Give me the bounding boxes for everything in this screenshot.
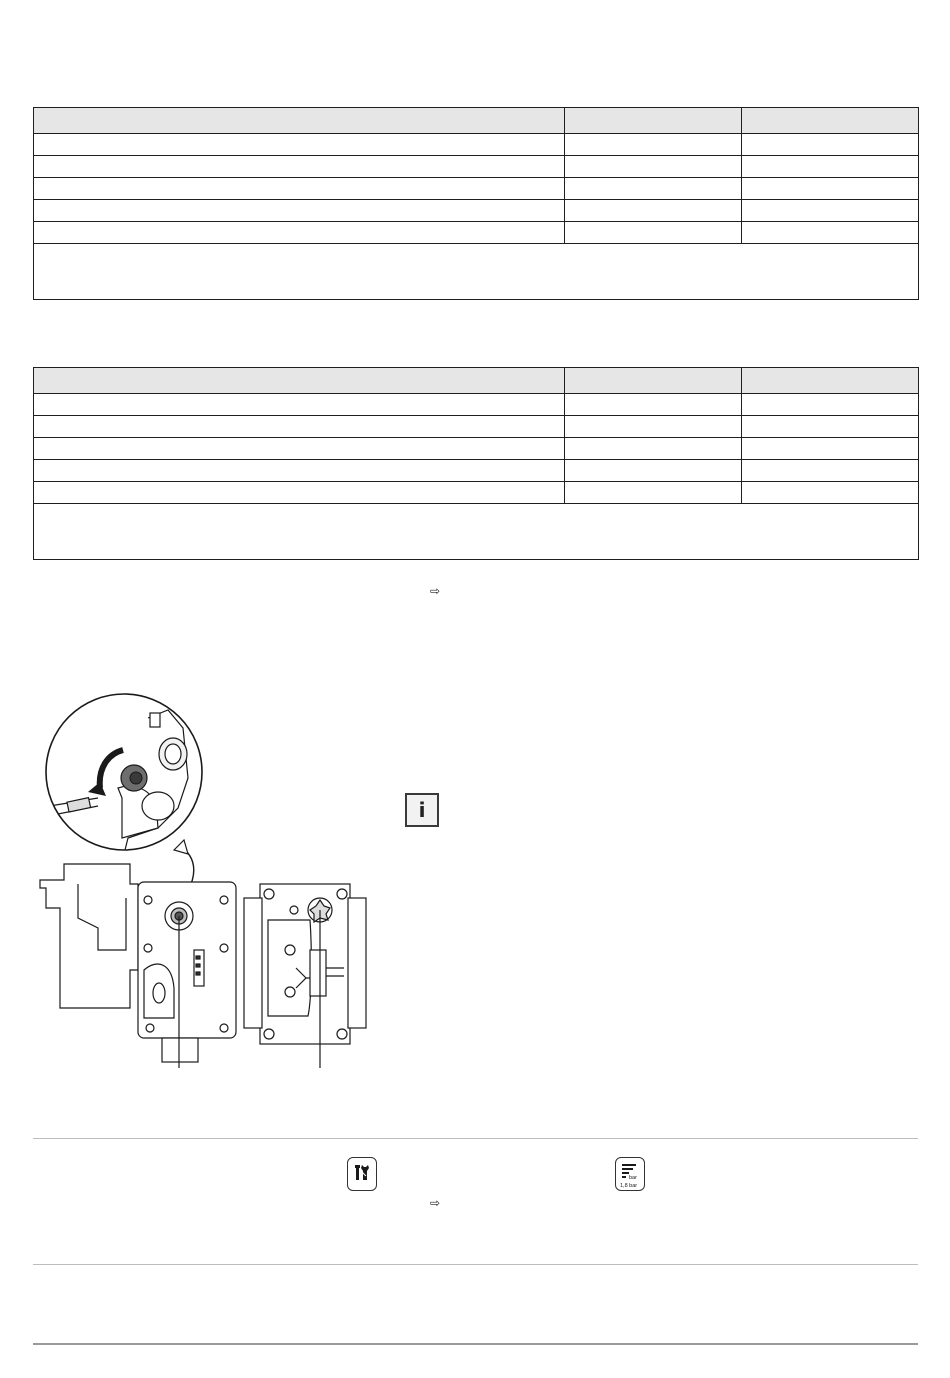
table-row	[34, 200, 919, 222]
spec-table-1	[33, 107, 919, 300]
section-divider	[33, 1264, 918, 1265]
pressure-unit-label: bar	[629, 1175, 637, 1181]
table-header-row	[34, 108, 919, 134]
table-row	[34, 222, 919, 244]
arrow-right-icon: ⇨	[430, 584, 441, 598]
gas-valve-illustration	[38, 688, 384, 1072]
table-row	[34, 460, 919, 482]
table-row	[34, 394, 919, 416]
table-row	[34, 156, 919, 178]
service-key-icon	[347, 1157, 377, 1191]
table-note-row	[34, 244, 919, 300]
table-row	[34, 416, 919, 438]
spec-table-2	[33, 367, 919, 560]
section-divider	[33, 1138, 918, 1139]
table-row	[34, 134, 919, 156]
pressure-key-icon	[615, 1157, 645, 1191]
wrench-screwdriver-icon	[348, 1158, 375, 1189]
pressure-bars-icon	[616, 1158, 643, 1189]
footer-divider	[33, 1343, 918, 1345]
table-row	[34, 438, 919, 460]
arrow-right-icon: ⇨	[430, 1196, 441, 1210]
info-icon: i	[405, 793, 439, 827]
table-note-row	[34, 504, 919, 560]
table-row	[34, 482, 919, 504]
table-row	[34, 178, 919, 200]
pressure-value-label: 1,8 bar	[620, 1183, 638, 1189]
table-header-row	[34, 368, 919, 394]
